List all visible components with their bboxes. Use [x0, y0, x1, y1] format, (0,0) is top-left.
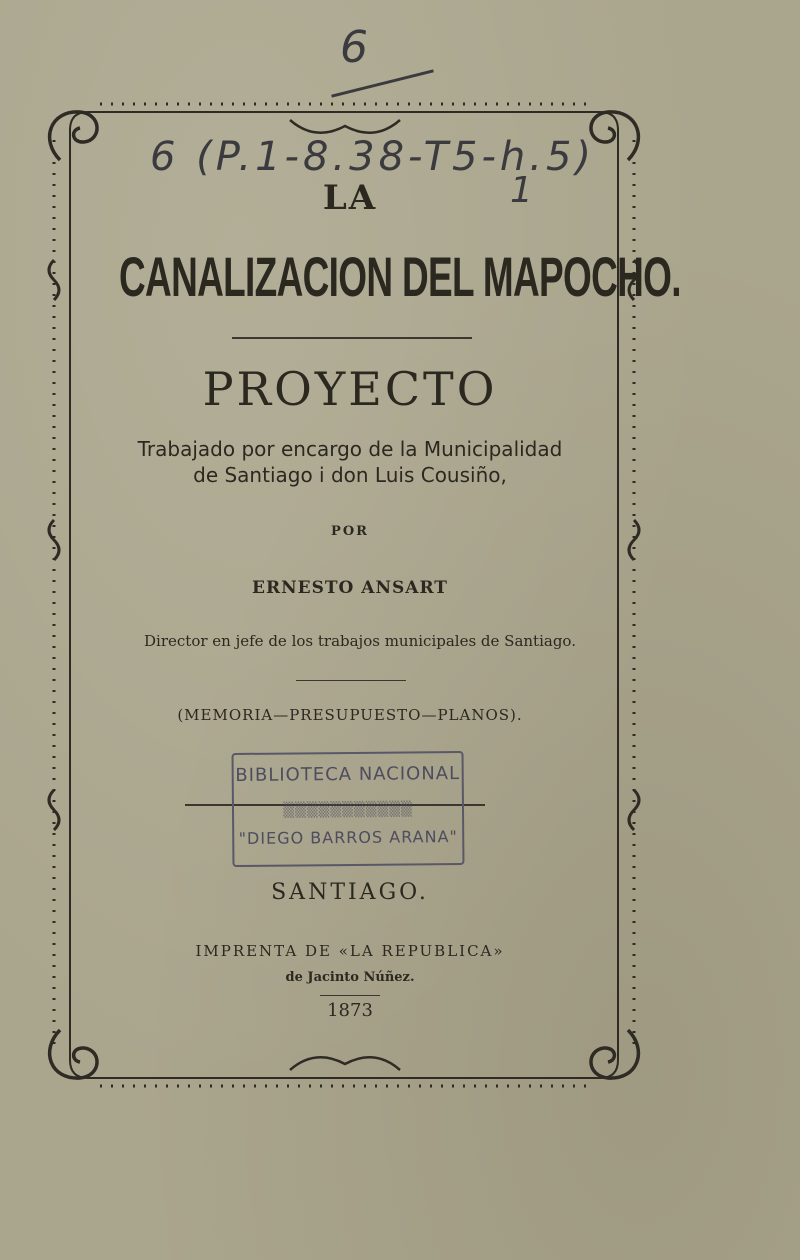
imprint-printer: de Jacinto Núñez. [285, 970, 415, 985]
divider-rule-small [296, 680, 406, 681]
handwritten-call-number: 6 (P.1-8.38-T5-h.5) [150, 134, 596, 180]
stamp-line-1: BIBLIOTECA NACIONAL [235, 763, 461, 786]
title-article: LA [322, 178, 378, 218]
library-stamp [232, 751, 465, 867]
imprint-city: SANTIAGO. [271, 880, 429, 905]
subtitle [70, 436, 630, 488]
handwritten-number: 6 [340, 22, 370, 73]
author-name: ERNESTO ANSART [252, 578, 448, 598]
heading-proyecto: PROYECTO [202, 362, 498, 416]
handwritten-mark: 1 [510, 170, 535, 211]
divider-rule-year [320, 995, 380, 996]
imprint-press: IMPRENTA DE «LA REPUBLICA» [195, 942, 505, 960]
imprint-year: 1873 [327, 1000, 373, 1021]
stamp-line-3: "DIEGO BARROS ARANA" [238, 827, 458, 848]
contents-line: (MEMORIA—PRESUPUESTO—PLANOS). [177, 706, 523, 724]
stamp-line-2-faded: ▒▒▒▒▒▒▒▒▒▒▒ [283, 801, 413, 819]
by-label: POR [331, 524, 369, 539]
divider-rule [232, 337, 472, 339]
subtitle-line-2: de Santiago i don Luis Cousiño, [193, 463, 507, 487]
main-title: CANALIZACION DEL MAPOCHO. [118, 245, 681, 308]
author-role: Director en jefe de los trabajos municipales de Santiago. [144, 632, 576, 650]
subtitle-line-1: Trabajado por encargo de la Municipalidad [137, 437, 563, 461]
